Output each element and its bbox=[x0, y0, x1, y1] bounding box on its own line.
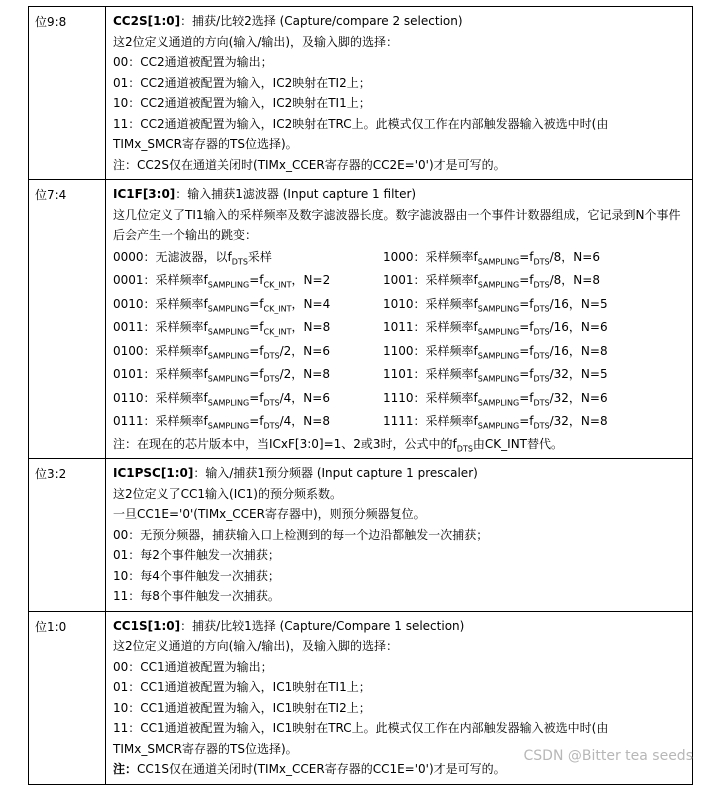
desc-line: 01：CC2通道被配置为输入，IC2映射在TI2上； bbox=[113, 75, 371, 90]
table-row-cc2s bbox=[29, 7, 693, 180]
field-title: ：输入捕获1滤波器 (Input capture 1 filter) bbox=[175, 187, 417, 201]
filter-item: 0000：无滤波器，以$f_{DTS}$采样 bbox=[113, 249, 272, 266]
filter-table bbox=[113, 246, 688, 434]
bit-range: 位9:8 bbox=[29, 7, 106, 180]
filter-column-right bbox=[383, 246, 688, 434]
desc-line: 这2位定义通道的方向(输入/输出)，及输入脚的选择： bbox=[113, 639, 399, 653]
desc-line: TIMx_SMCR寄存器的TS位选择)。 bbox=[113, 741, 298, 756]
filter-item: 1101：采样频率$f_{SAMPLING}=f_{DTS}/32$，N=5 bbox=[383, 367, 608, 384]
filter-item: 0011：采样频率$f_{SAMPLING}=f_{CK\_INT}$，N=8 bbox=[113, 320, 331, 337]
desc-line: 11：每8个事件触发一次捕获。 bbox=[113, 589, 280, 603]
table-row-ic1f bbox=[29, 180, 693, 459]
filter-column-left bbox=[113, 246, 383, 434]
watermark-text: CSDN @Bitter tea seeds bbox=[523, 748, 693, 764]
filter-item: 1010：采样频率$f_{SAMPLING}=f_{DTS}/16$，N=5 bbox=[383, 296, 608, 313]
note-label: 注： bbox=[113, 762, 138, 776]
bit-range: 位7:4 bbox=[29, 180, 106, 459]
desc-line: 11：CC2通道被配置为输入，IC2映射在TRC上。此模式仅工作在内部触发器输入被选中时(由 bbox=[113, 116, 609, 131]
desc-line: 10：CC2通道被配置为输入，IC2映射在TI1上； bbox=[113, 96, 371, 110]
field-description bbox=[106, 180, 693, 459]
filter-item: 0110：采样频率$f_{SAMPLING}=f_{DTS}/4$，N=6 bbox=[113, 390, 330, 407]
filter-item: 1110：采样频率$f_{SAMPLING}=f_{DTS}/32$，N=6 bbox=[383, 390, 608, 407]
field-title: ：捕获/比较2选择 (Capture/compare 2 selection) bbox=[180, 14, 463, 28]
filter-item: 0111：采样频率$f_{SAMPLING}=f_{DTS}/4$，N=8 bbox=[113, 414, 330, 431]
field-name: IC1PSC[1:0] bbox=[113, 466, 194, 480]
desc-line: 00：无预分频器，捕获输入口上检测到的每一个边沿都触发一次捕获； bbox=[113, 527, 489, 542]
filter-item: 1111：采样频率$f_{SAMPLING}=f_{DTS}/32$，N=8 bbox=[383, 414, 608, 431]
filter-item: 1000：采样频率$f_{SAMPLING}=f_{DTS}/8$，N=6 bbox=[383, 249, 600, 266]
field-description bbox=[106, 459, 693, 612]
note-line: 注：CC2S仅在通道关闭时(TIMx_CCER寄存器的CC2E='0')才是可写的。 bbox=[113, 157, 506, 172]
bit-range: 位1:0 bbox=[29, 611, 106, 784]
desc-line: 01：CC1通道被配置为输入，IC1映射在TI1上； bbox=[113, 680, 371, 694]
bit-range: 位3:2 bbox=[29, 459, 106, 612]
desc-line: TIMx_SMCR寄存器的TS位选择)。 bbox=[113, 137, 298, 151]
desc-line: 10：CC1通道被配置为输入，IC1映射在TI2上； bbox=[113, 700, 371, 715]
filter-item: 1001：采样频率$f_{SAMPLING}=f_{DTS}/8$，N=8 bbox=[383, 273, 600, 290]
desc-line: 这2位定义了CC1输入(IC1)的预分频系数。 bbox=[113, 486, 342, 501]
filter-item: 1100：采样频率$f_{SAMPLING}=f_{DTS}/16$，N=8 bbox=[383, 343, 608, 360]
filter-item: 1011：采样频率$f_{SAMPLING}=f_{DTS}/16$，N=6 bbox=[383, 320, 608, 337]
desc-intro: 这几位定义了TI1输入的采样频率及数字滤波器长度。数字滤波器由一个事件计数器组成，它记录到N个事件后会产生一个输出的跳变： bbox=[113, 207, 681, 242]
desc-line: 这2位定义通道的方向(输入/输出)，及输入脚的选择： bbox=[113, 34, 399, 49]
desc-line: 01：每2个事件触发一次捕获； bbox=[113, 548, 280, 562]
filter-item: 0001：采样频率$f_{SAMPLING}=f_{CK\_INT}$，N=2 bbox=[113, 273, 331, 290]
filter-item: 0101：采样频率$f_{SAMPLING}=f_{DTS}/2$，N=8 bbox=[113, 367, 330, 384]
desc-line: 一旦CC1E='0'(TIMx_CCER寄存器中)，则预分频器复位。 bbox=[113, 507, 426, 521]
desc-line: 00：CC2通道被配置为输出； bbox=[113, 55, 273, 69]
register-bit-table bbox=[28, 6, 693, 785]
filter-item: 0010：采样频率$f_{SAMPLING}=f_{CK\_INT}$，N=4 bbox=[113, 296, 331, 313]
desc-line: 10：每4个事件触发一次捕获； bbox=[113, 568, 280, 583]
note-text: CC1S仅在通道关闭时(TIMx_CCER寄存器的CC1E='0')才是可写的。 bbox=[137, 762, 506, 776]
field-title: ：捕获/比较1选择 (Capture/Compare 1 selection) bbox=[180, 618, 465, 633]
note-line: 注：在现在的芯片版本中，当ICxF[3:0]=1、2或3时，公式中的$f_{DTS}$由CK_INT替代。 bbox=[113, 436, 564, 453]
field-name: CC1S[1:0] bbox=[113, 618, 181, 633]
field-title: ：输入/捕获1预分频器 (Input capture 1 prescaler) bbox=[193, 466, 478, 480]
field-name: CC2S[1:0] bbox=[113, 14, 181, 28]
field-name: IC1F[3:0] bbox=[113, 187, 176, 201]
table-row-ic1psc bbox=[29, 459, 693, 612]
filter-item: 0100：采样频率$f_{SAMPLING}=f_{DTS}/2$，N=6 bbox=[113, 343, 330, 360]
desc-line: 00：CC1通道被配置为输出； bbox=[113, 659, 273, 674]
field-description bbox=[106, 7, 693, 180]
desc-line: 11：CC1通道被配置为输入，IC1映射在TRC上。此模式仅工作在内部触发器输入被选中时(由 bbox=[113, 721, 609, 735]
